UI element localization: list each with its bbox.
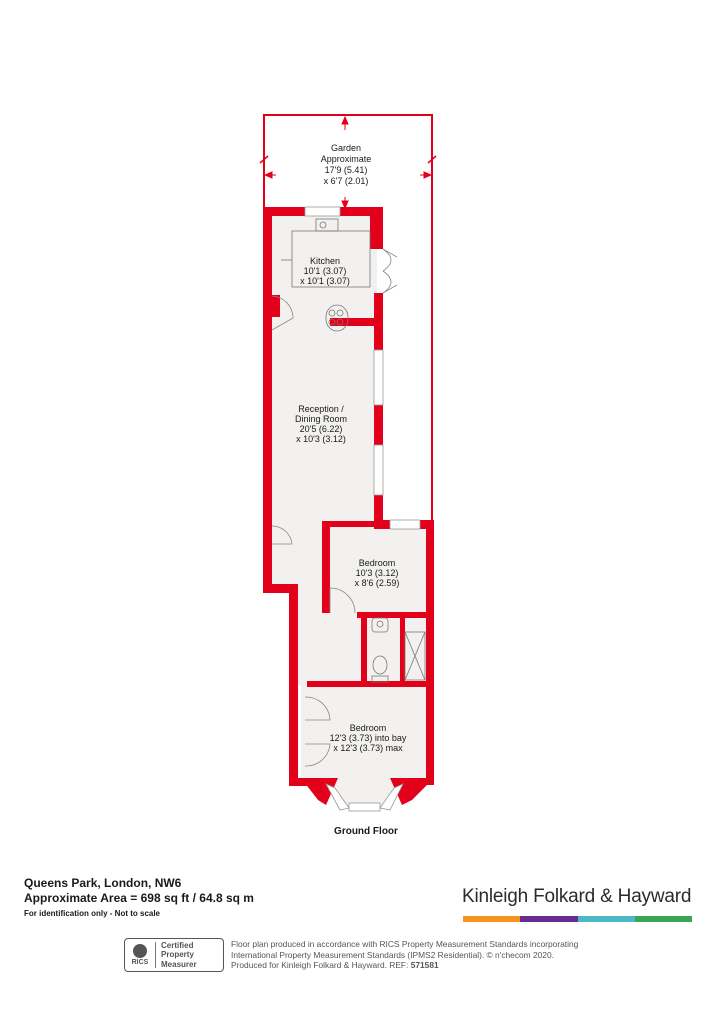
disclaimer-line3: [231, 960, 578, 971]
rics-cert-line2: Property: [161, 950, 194, 960]
rics-cert-line3: Measurer: [161, 959, 197, 969]
kitchen-label: Kitchen: [309, 256, 341, 266]
disclaimer-line2: International Property Measurement Standards (IPMS2 Residential). © n'checom 2020.: [231, 949, 554, 960]
rics-badge: [124, 938, 224, 972]
bedroom1-label: Bedroom: [358, 558, 396, 568]
reception-dim-length: 20'5 (6.22): [299, 424, 343, 434]
property-area: Approximate Area = 698 sq ft / 64.8 sq m: [24, 891, 254, 905]
property-info: [24, 876, 254, 918]
garden-label: Garden: [330, 143, 362, 153]
disclaimer-ref: 571581: [410, 960, 439, 970]
disclaimer-line1: Floor plan produced in accordance with RICS Property Measurement Standards incorporating: [231, 939, 579, 949]
rics-logo-icon: [133, 944, 147, 958]
brand-color-bar: [463, 916, 692, 922]
dining-room-label: Dining Room: [294, 414, 348, 424]
disclaimer: [231, 939, 578, 971]
floor-label: Ground Floor: [334, 826, 398, 837]
bedroom1-dim-width: x 8'6 (2.59): [354, 578, 400, 588]
bedroom1-dim-length: 10'3 (3.12): [355, 568, 399, 578]
kitchen-dim-length: 10'1 (3.07): [303, 266, 347, 276]
brand-bar-segment-purple: [520, 916, 577, 922]
brand-bar-segment-orange: [463, 916, 520, 922]
property-location: Queens Park, London, NW6: [24, 876, 182, 890]
scale-note: For identification only - Not to scale: [24, 909, 161, 918]
disclaimer-line3-text: Produced for Kinleigh Folkard & Hayward. REF:: [231, 960, 409, 970]
brand-name: Kinleigh Folkard & Hayward: [462, 886, 692, 907]
kitchen-dim-width: x 10'1 (3.07): [300, 276, 350, 286]
reception-label: Reception /: [298, 404, 344, 414]
bedroom2-dim-length: 12'3 (3.73) into bay: [329, 733, 407, 743]
reception-dim-width: x 10'3 (3.12): [296, 434, 346, 444]
garden-dim-length: 17'9 (5.41): [324, 165, 368, 175]
garden-approximate: Approximate: [320, 154, 372, 164]
rics-logo: [125, 939, 155, 971]
rics-cert-line1: Certified: [161, 940, 194, 950]
garden-dim-width: x 6'7 (2.01): [323, 176, 369, 186]
rics-logo-text: RICS: [131, 959, 149, 966]
brand-bar-segment-green: [635, 916, 692, 922]
bedroom2-label: Bedroom: [349, 723, 387, 733]
brand-bar-segment-teal: [578, 916, 635, 922]
bedroom2-dim-width: x 12'3 (3.73) max: [333, 743, 403, 753]
rics-cert-text: [156, 941, 197, 970]
